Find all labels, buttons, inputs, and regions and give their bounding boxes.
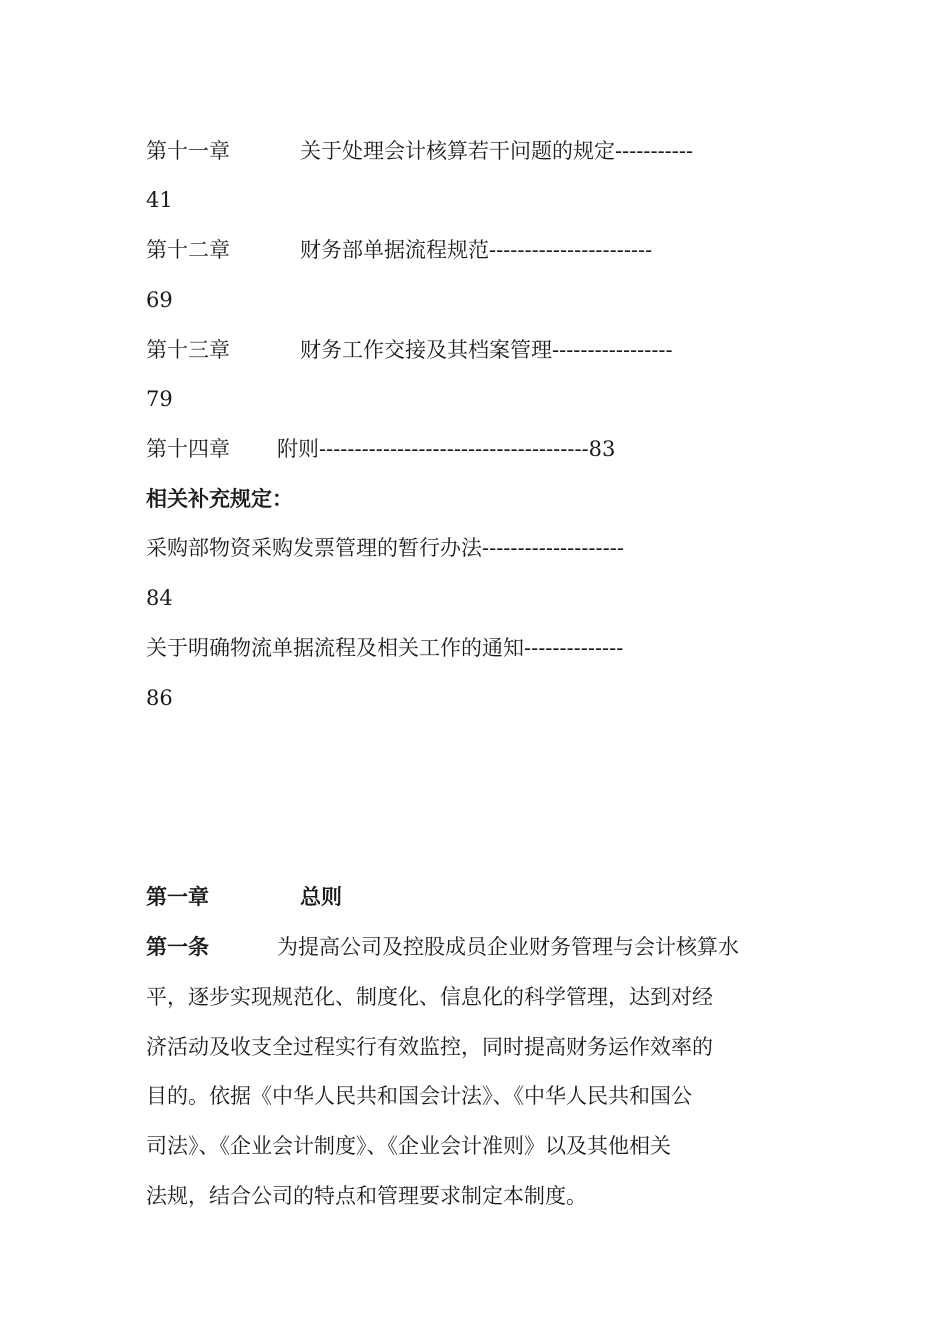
toc-chapter: 第十四章 (146, 437, 230, 461)
toc-leader: ----------- (615, 139, 694, 163)
toc-title: 财务部单据流程规范----------------------- (300, 238, 653, 262)
toc-page-number: 79 (146, 387, 173, 411)
article-text: 司法》、《企业会计制度》、《企业会计准则》以及其他相关 (146, 1134, 671, 1158)
article-text: 济活动及收支全过程实行有效监控，同时提高财务运作效率的 (146, 1035, 713, 1059)
toc-title: 关于处理会计核算若干问题的规定----------- (300, 139, 694, 163)
supplement-title: 采购部物资采购发票管理的暂行办法 (146, 536, 482, 560)
article-text: 目的。依据《中华人民共和国会计法》、《中华人民共和国公 (146, 1084, 692, 1108)
article-text: 为提高公司及控股成员企业财务管理与会计核算水 (277, 935, 739, 959)
toc-leader: -------------- (524, 636, 624, 660)
toc-leader: ----------------- (552, 338, 673, 362)
supplement-entry[interactable] (146, 633, 623, 663)
article-text: 平，逐步实现规范化、制度化、信息化的科学管理，达到对经 (146, 985, 713, 1009)
toc-page-number: 69 (146, 288, 173, 312)
chapter-title: 总则 (300, 884, 342, 909)
supplement-entry[interactable] (146, 533, 624, 563)
supplement-page-number: 84 (146, 586, 173, 610)
article-text: 法规，结合公司的特点和管理要求制定本制度。 (146, 1184, 587, 1208)
chapter-number: 第一章 (146, 884, 209, 909)
supplement-page-number: 86 (146, 686, 173, 710)
toc-leader: -------------------------------------- (319, 437, 589, 461)
article-label: 第一条 (146, 934, 209, 959)
toc-title: 财务工作交接及其档案管理----------------- (300, 338, 673, 362)
supplement-title: 关于明确物流单据流程及相关工作的通知 (146, 636, 524, 660)
toc-chapter: 第十二章 (146, 238, 230, 262)
toc-chapter: 第十三章 (146, 338, 230, 362)
toc-page-number: 83 (588, 437, 616, 461)
toc-leader: ----------------------- (489, 238, 653, 262)
supplement-heading: 相关补充规定： (146, 486, 293, 511)
toc-chapter: 第十一章 (146, 139, 230, 163)
toc-title: 附则--------------------------------------83 (277, 437, 616, 461)
toc-leader: -------------------- (482, 536, 624, 560)
toc-page-number: 41 (146, 188, 173, 212)
